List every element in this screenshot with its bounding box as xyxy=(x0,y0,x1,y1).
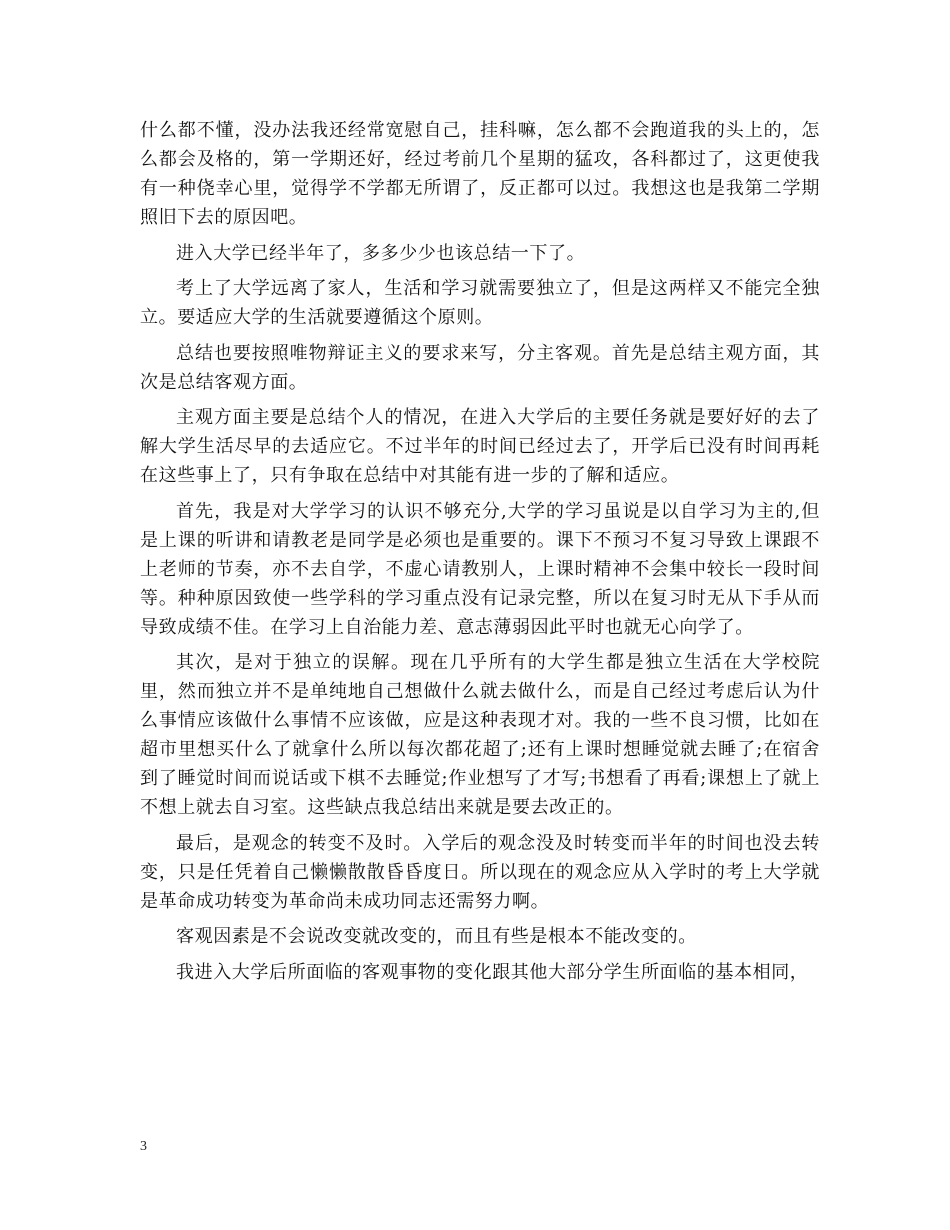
paragraph: 其次，是对于独立的误解。现在几乎所有的大学生都是独立生活在大学校院里，然而独立并不是单纯地自己想做什么就去做什么，而是自己经过考虑后认为什么事情应该做什么事情不应该做，应是这种表现才对。我的一些不良习惯，比如在超市里想买什么了就拿什么所以每次都花超了;还有上课时想睡觉就去睡了;在宿舍到了睡觉时间而说话或下棋不去睡觉;作业想写了才写;书想看了再看;课想上了就上不想上就去自习室。这些缺点我总结出来就是要去改正的。 xyxy=(140,652,820,818)
paragraph: 什么都不懂，没办法我还经常宽慰自己，挂科嘛，怎么都不会跑道我的头上的，怎么都会及格的，第一学期还好，经过考前几个星期的猛攻，各科都过了，这更使我有一种侥幸心里，觉得学不学都无所谓了，反正都可以过。我想这也是我第二学期照旧下去的原因吧。 xyxy=(140,120,820,228)
document-body xyxy=(140,116,820,993)
paragraph: 总结也要按照唯物辩证主义的要求来写，分主客观。首先是总结主观方面，其次是总结客观方面。 xyxy=(140,342,820,393)
paragraph: 进入大学已经半年了，多多少少也该总结一下了。 xyxy=(176,242,586,264)
paragraph: 我进入大学后所面临的客观事物的变化跟其他大部分学生所面临的基本相同， xyxy=(176,961,809,983)
page-number: 3 xyxy=(140,1139,147,1154)
paragraph: 最后，是观念的转变不及时。入学后的观念没及时转变而半年的时间也没去转变，只是任凭着自己懒懒散散昏昏度日。所以现在的观念应从入学时的考上大学就是革命成功转变为革命尚未成功同志还需努力啊。 xyxy=(140,832,820,912)
paragraph: 首先，我是对大学学习的认识不够充分,大学的学习虽说是以自学习为主的,但是上课的听讲和请教老是同学是必须也是重要的。课下不预习不复习导致上课跟不上老师的节奏，亦不去自学，不虚心请教别人，上课时精神不会集中较长一段时间等。种种原因致使一些学科的学习重点没有记录完整，所以在复习时无从下手从而导致成绩不佳。在学习上自治能力差、意志薄弱因此平时也就无心向学了。 xyxy=(140,500,820,638)
paragraph: 主观方面主要是总结个人的情况，在进入大学后的主要任务就是要好好的去了解大学生活尽早的去适应它。不过半年的时间已经过去了，开学后已没有时间再耗在这些事上了，只有争取在总结中对其能有进一步的了解和适应。 xyxy=(140,407,820,486)
paragraph: 考上了大学远离了家人，生活和学习就需要独立了，但是这两样又不能完全独立。要适应大学的生活就要遵循这个原则。 xyxy=(140,278,820,328)
paragraph: 客观因素是不会说改变就改变的，而且有些是根本不能改变的。 xyxy=(176,926,697,947)
